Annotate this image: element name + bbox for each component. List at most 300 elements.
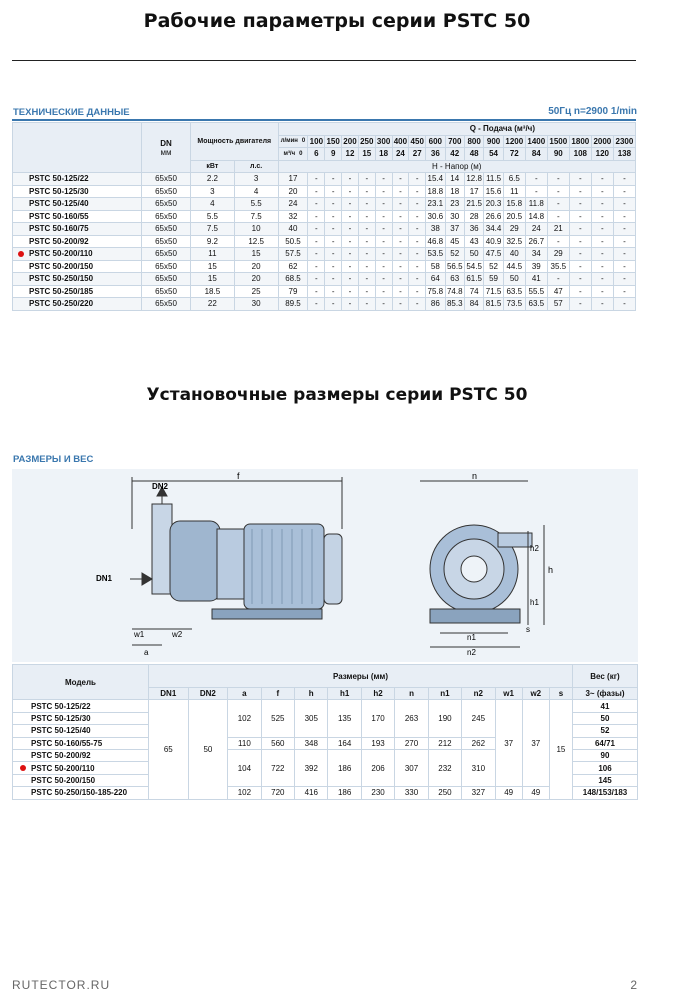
dims-w1: 37 xyxy=(495,700,522,787)
perf-q-m3h-7: 27 xyxy=(409,148,426,161)
perf-head-value: - xyxy=(613,260,635,273)
perf-head-value: - xyxy=(325,298,342,311)
perf-head-value: - xyxy=(358,173,375,186)
dims-value: 348 xyxy=(295,737,328,749)
dims-weight: 148/153/183 xyxy=(573,787,638,799)
dims-value: 186 xyxy=(328,749,361,786)
perf-kw-unit: кВт xyxy=(191,160,235,173)
perf-head-value: - xyxy=(591,185,613,198)
perf-head-value: 81.5 xyxy=(485,299,502,309)
dims-value: 525 xyxy=(261,700,294,737)
label-w1: w1 xyxy=(134,630,145,639)
perf-head-value: 28 xyxy=(464,210,483,223)
perf-head-value: 84 xyxy=(464,298,483,311)
perf-head-value: 12.8 xyxy=(466,174,482,184)
perf-head-value: - xyxy=(613,198,635,211)
perf-dn: 65x50 xyxy=(142,260,191,273)
perf-head-value: - xyxy=(591,210,613,223)
motor-base xyxy=(212,609,322,619)
perf-head-value: - xyxy=(392,210,409,223)
perf-head-value: - xyxy=(591,235,613,248)
perf-head-value: 34.4 xyxy=(485,224,502,234)
perf-head-value: - xyxy=(591,248,613,261)
perf-head-value: 36 xyxy=(464,223,483,236)
perf-head-value: 47 xyxy=(547,285,569,298)
performance-table xyxy=(12,122,636,311)
perf-head-value: - xyxy=(375,198,392,211)
perf-head-value: - xyxy=(375,298,392,311)
perf-head-value: 47.5 xyxy=(485,249,502,259)
perf-head-value: - xyxy=(409,185,426,198)
perf-head-value: 17 xyxy=(278,173,308,186)
dims-col-a: a xyxy=(228,688,261,700)
perf-head-value: 54.5 xyxy=(466,261,482,271)
perf-head-value: 11.5 xyxy=(484,173,503,186)
label-a: a xyxy=(144,648,149,657)
perf-q-m3h-9: 42 xyxy=(445,148,464,161)
perf-head-value: 50.5 xyxy=(278,235,308,248)
dims-model: PSTC 50-125/40 xyxy=(13,725,149,737)
perf-head-value: 30 xyxy=(445,210,464,223)
perf-head-value: - xyxy=(342,235,359,248)
dims-model: PSTC 50-200/92 xyxy=(13,749,149,761)
perf-head-value: - xyxy=(358,285,375,298)
dims-weight: 41 xyxy=(573,700,638,712)
dims-value: 245 xyxy=(462,700,495,737)
perf-head-value: 15.6 xyxy=(485,186,502,196)
perf-head-value: 40 xyxy=(278,223,308,236)
perf-model: PSTC 50-200/92 xyxy=(13,235,142,248)
perf-head-value: - xyxy=(409,198,426,211)
perf-head-value: 18.8 xyxy=(427,186,444,196)
footer-page-number: 2 xyxy=(630,978,638,992)
perf-q-m3h-14: 90 xyxy=(547,148,569,161)
dims-table-row xyxy=(13,700,638,712)
perf-hp: 10 xyxy=(234,223,278,236)
perf-head-value: - xyxy=(375,235,392,248)
dims-value: 206 xyxy=(361,749,394,786)
dims-value: 230 xyxy=(361,787,394,799)
dims-col-n: n xyxy=(395,688,428,700)
perf-q-lmin-11: 900 xyxy=(484,135,503,148)
dims-value: 720 xyxy=(261,787,294,799)
perf-head-value: - xyxy=(342,198,359,211)
perf-q-m3h-2: 9 xyxy=(325,148,342,161)
perf-head-value: - xyxy=(342,185,359,198)
label-h2: h2 xyxy=(530,544,539,553)
perf-head-value: - xyxy=(308,260,325,273)
perf-head-value: 6.5 xyxy=(503,173,525,186)
perf-head-value: - xyxy=(358,185,375,198)
label-h: h xyxy=(548,565,554,575)
perf-hp: 4 xyxy=(234,185,278,198)
perf-head-value: - xyxy=(392,235,409,248)
perf-kw: 15 xyxy=(191,273,235,286)
front-base xyxy=(430,609,520,623)
perf-q-lmin-4: 250 xyxy=(360,136,374,146)
perf-head-value: - xyxy=(547,273,569,286)
perf-head-value: 17 xyxy=(464,185,483,198)
perf-head-value: - xyxy=(569,260,591,273)
perf-q-lmin-5: 300 xyxy=(376,136,391,146)
perf-head-value: 38 xyxy=(426,223,445,236)
perf-head-value: 50 xyxy=(503,273,525,286)
perf-q-m3h-4: 15 xyxy=(358,148,375,161)
perf-head-value: - xyxy=(342,298,359,311)
perf-head-value: - xyxy=(358,235,375,248)
perf-head-value: - xyxy=(613,210,635,223)
perf-head-value: - xyxy=(325,198,342,211)
perf-head-value: 26.6 xyxy=(485,211,502,221)
perf-head-value: 20.5 xyxy=(503,210,525,223)
dims-model: PSTC 50-125/22 xyxy=(13,700,149,712)
dims-col-dn2: DN2 xyxy=(188,688,228,700)
perf-head-value: - xyxy=(308,210,325,223)
dims-weight: 90 xyxy=(573,749,638,761)
dims-value: 232 xyxy=(428,749,461,786)
perf-head-value: - xyxy=(613,285,635,298)
perf-q-m3h-5: 18 xyxy=(375,148,392,161)
perf-head-value: 59 xyxy=(484,273,503,286)
perf-head-value: - xyxy=(325,285,342,298)
perf-head-value: - xyxy=(409,173,426,186)
perf-kw: 11 xyxy=(191,248,235,261)
perf-head-value: - xyxy=(308,173,325,186)
perf-q-m3h-10: 48 xyxy=(464,148,483,161)
perf-q-m3h-12: 72 xyxy=(503,148,525,161)
pump-drawing xyxy=(12,469,638,662)
perf-head-value: - xyxy=(613,185,635,198)
perf-q-lmin-14: 1500 xyxy=(547,135,569,148)
perf-q-lmin-3: 200 xyxy=(343,136,357,146)
title-rule xyxy=(12,60,636,61)
dims-value: 392 xyxy=(295,749,328,786)
perf-head-value: 61.5 xyxy=(466,274,482,284)
perf-table-row xyxy=(13,185,636,198)
dims-value: 262 xyxy=(462,737,495,749)
perf-head-value: 15.8 xyxy=(503,198,525,211)
perf-model: PSTC 50-160/75 xyxy=(13,223,142,236)
perf-head-value: - xyxy=(342,285,359,298)
perf-head-value: - xyxy=(409,210,426,223)
perf-head-value: - xyxy=(591,260,613,273)
perf-head-value: - xyxy=(569,223,591,236)
perf-q-lmin-2: 150 xyxy=(326,136,340,146)
perf-head-value: 89.5 xyxy=(278,298,308,311)
perf-head-value: 75.8 xyxy=(427,286,444,296)
perf-dn: 65x50 xyxy=(142,235,191,248)
perf-head-value: - xyxy=(613,223,635,236)
perf-head-value: - xyxy=(375,223,392,236)
label-w2: w2 xyxy=(172,630,183,639)
perf-head-value: - xyxy=(392,285,409,298)
dims-col-h2: h2 xyxy=(361,688,394,700)
perf-head-value: 64 xyxy=(426,273,445,286)
perf-model: PSTC 50-125/30 xyxy=(13,185,142,198)
perf-head-value: 11.8 xyxy=(525,198,547,211)
page-title: Рабочие параметры серии PSTC 50 xyxy=(143,10,531,32)
dims-weight: 145 xyxy=(573,774,638,786)
perf-head-value: - xyxy=(409,273,426,286)
perf-head-value: - xyxy=(358,223,375,236)
perf-head-value: - xyxy=(375,248,392,261)
perf-head-value: - xyxy=(325,273,342,286)
perf-head-value: - xyxy=(342,173,359,186)
dims-section-title: РАЗМЕРЫ И ВЕС xyxy=(13,454,94,465)
perf-head-value: - xyxy=(375,260,392,273)
dims-model: PSTC 50-125/30 xyxy=(13,712,149,724)
dims-value: 170 xyxy=(361,700,394,737)
perf-head-value: - xyxy=(308,298,325,311)
perf-hp: 5.5 xyxy=(234,198,278,211)
perf-head-value: - xyxy=(591,298,613,311)
perf-q-lmin-9: 700 xyxy=(445,135,464,148)
perf-head-value: - xyxy=(409,223,426,236)
perf-dn-head: DN мм xyxy=(142,123,191,173)
perf-model-head xyxy=(13,123,142,173)
dims-w2: 37 xyxy=(522,700,549,787)
perf-q-m3h-15: 108 xyxy=(569,148,591,161)
perf-head-value: - xyxy=(613,298,635,311)
dims-value: 305 xyxy=(295,700,328,737)
perf-kw: 9.2 xyxy=(191,235,235,248)
dims-value: 270 xyxy=(395,737,428,749)
perf-table-row xyxy=(13,260,636,273)
dims-col-h1: h1 xyxy=(328,688,361,700)
perf-model: PSTC 50-125/40 xyxy=(13,198,142,211)
perf-table-row xyxy=(13,223,636,236)
perf-model: PSTC 50-250/220 xyxy=(13,298,142,311)
perf-kw: 7.5 xyxy=(191,223,235,236)
perf-head-value: - xyxy=(569,285,591,298)
perf-head-value: - xyxy=(392,198,409,211)
dims-value: 263 xyxy=(395,700,428,737)
perf-head-value: 86 xyxy=(426,298,445,311)
perf-hp: 25 xyxy=(234,285,278,298)
perf-head-value: 63.5 xyxy=(503,285,525,298)
perf-q-m3h-17: 138 xyxy=(613,148,635,161)
perf-head-value: - xyxy=(375,273,392,286)
perf-q-head: Q - Подача (м³/ч) xyxy=(278,123,636,136)
perf-head-value: - xyxy=(392,223,409,236)
perf-head-value: - xyxy=(569,198,591,211)
perf-q-m3h-13: 84 xyxy=(525,148,547,161)
perf-head-value: 29 xyxy=(547,248,569,261)
perf-head-value: 37 xyxy=(445,223,464,236)
perf-head-value: - xyxy=(409,285,426,298)
selected-marker-dot xyxy=(20,765,26,771)
perf-head-value: - xyxy=(342,210,359,223)
perf-hp: 20 xyxy=(234,260,278,273)
perf-head-value: - xyxy=(358,210,375,223)
perf-head-value: 26.7 xyxy=(525,235,547,248)
dims-dn2: 50 xyxy=(188,700,228,799)
dims-value: 330 xyxy=(395,787,428,799)
perf-head-value: 57 xyxy=(547,298,569,311)
perf-head-value: - xyxy=(591,223,613,236)
perf-head-value: 74 xyxy=(464,285,483,298)
perf-head-value: 44.5 xyxy=(503,260,525,273)
perf-head-value: 20.3 xyxy=(485,199,502,209)
perf-head-value: - xyxy=(569,273,591,286)
perf-q-m3h-3: 12 xyxy=(342,148,359,161)
perf-q-lmin-6: 400 xyxy=(393,136,408,146)
perf-head-value: - xyxy=(569,248,591,261)
perf-head-value: - xyxy=(308,235,325,248)
perf-head-value: - xyxy=(392,173,409,186)
dims-weight: 52 xyxy=(573,725,638,737)
perf-head-value: 20 xyxy=(278,185,308,198)
perf-head-value: - xyxy=(569,210,591,223)
perf-q-m3h-11: 54 xyxy=(484,148,503,161)
perf-q-m3h-16: 120 xyxy=(591,148,613,161)
perf-q-lmin-12: 1200 xyxy=(503,135,525,148)
perf-head-value: - xyxy=(547,198,569,211)
label-n: n xyxy=(472,471,478,481)
perf-head-value: 29 xyxy=(503,223,525,236)
perf-head-value: 85.3 xyxy=(446,299,463,309)
perf-hp: 12.5 xyxy=(234,235,278,248)
dims-col-h: h xyxy=(295,688,328,700)
dims-weight: 106 xyxy=(573,762,638,774)
perf-q-lmin-1: 100 xyxy=(309,136,324,146)
dims-w1-last: 49 xyxy=(495,787,522,799)
dims-model: PSTC 50-160/55-75 xyxy=(13,737,149,749)
dims-phases-head: 3~ (фазы) xyxy=(573,688,638,700)
dims-model: PSTC 50-250/150-185-220 xyxy=(13,787,149,799)
perf-head-value: 40.9 xyxy=(485,236,502,246)
perf-table-row xyxy=(13,198,636,211)
perf-head-value: - xyxy=(358,198,375,211)
perf-head-value: - xyxy=(342,223,359,236)
dims-value: 307 xyxy=(395,749,428,786)
label-n2: n2 xyxy=(467,648,476,657)
perf-head-value: - xyxy=(569,235,591,248)
perf-head-value: - xyxy=(613,273,635,286)
perf-q-m3h-1: 6 xyxy=(308,148,325,161)
perf-dn: 65x50 xyxy=(142,198,191,211)
perf-head-value: - xyxy=(392,260,409,273)
perf-head-value: - xyxy=(613,173,635,186)
perf-head-value: 40 xyxy=(503,248,525,261)
dims-value: 416 xyxy=(295,787,328,799)
dims-col-f: f xyxy=(261,688,294,700)
perf-head-value: 32 xyxy=(278,210,308,223)
perf-kw: 2.2 xyxy=(191,173,235,186)
perf-head-value: - xyxy=(375,285,392,298)
selected-marker-dot xyxy=(18,251,24,257)
perf-head-value: - xyxy=(358,260,375,273)
perf-kw: 5.5 xyxy=(191,210,235,223)
dims-value: 110 xyxy=(228,737,261,749)
perf-dn: 65x50 xyxy=(142,248,191,261)
dims-value: 560 xyxy=(261,737,294,749)
perf-head-value: - xyxy=(591,285,613,298)
perf-head-value: 53.5 xyxy=(427,249,444,259)
perf-head-value: - xyxy=(308,273,325,286)
dims-value: 102 xyxy=(228,787,261,799)
perf-head-value: - xyxy=(325,210,342,223)
perf-table-row xyxy=(13,248,636,261)
perf-head-value: 56.5 xyxy=(446,261,463,271)
dims-s: 15 xyxy=(549,700,572,799)
perf-head-value: 35.5 xyxy=(547,260,569,273)
perf-head-value: 15.4 xyxy=(427,174,444,184)
perf-head-value: - xyxy=(392,273,409,286)
perf-head-value: 58 xyxy=(426,260,445,273)
perf-model: PSTC 50-125/22 xyxy=(13,173,142,186)
perf-head-value: - xyxy=(308,285,325,298)
pump-volute xyxy=(170,521,220,601)
dims-value: 193 xyxy=(361,737,394,749)
perf-table-row xyxy=(13,298,636,311)
dims-weight: 64/71 xyxy=(573,737,638,749)
dims-weight: 50 xyxy=(573,712,638,724)
perf-head-value: - xyxy=(375,210,392,223)
perf-section-title: ТЕХНИЧЕСКИЕ ДАННЫЕ xyxy=(13,107,130,118)
dims-model: PSTC 50-200/150 xyxy=(13,774,149,786)
perf-table-row xyxy=(13,285,636,298)
pump-bracket xyxy=(217,529,247,599)
perf-head-value: - xyxy=(308,248,325,261)
perf-q-lmin-17: 2300 xyxy=(613,135,635,148)
perf-head-value: 79 xyxy=(278,285,308,298)
perf-table-row xyxy=(13,235,636,248)
perf-dn: 65x50 xyxy=(142,223,191,236)
perf-head-value: - xyxy=(358,273,375,286)
perf-model: PSTC 50-200/150 xyxy=(13,260,142,273)
perf-head-value: - xyxy=(342,248,359,261)
perf-head-value: - xyxy=(358,298,375,311)
perf-head-value: - xyxy=(325,260,342,273)
perf-head-value: - xyxy=(409,298,426,311)
perf-head-value: - xyxy=(591,273,613,286)
perf-head-value: - xyxy=(569,185,591,198)
dims-dn1: 65 xyxy=(149,700,189,799)
perf-head-value: 62 xyxy=(278,260,308,273)
perf-hp: 15 xyxy=(234,248,278,261)
perf-head-value: 14.8 xyxy=(525,210,547,223)
dims-col-n2: n2 xyxy=(462,688,495,700)
dims-col-w1: w1 xyxy=(495,688,522,700)
perf-head-value: 32.5 xyxy=(503,235,525,248)
perf-h-head: H - Напор (м) xyxy=(278,160,636,173)
dims-model-head: Модель xyxy=(13,665,149,700)
dims-value: 190 xyxy=(428,700,461,737)
perf-q-lmin-8: 600 xyxy=(426,135,445,148)
perf-head-value: - xyxy=(547,235,569,248)
perf-head-value: 73.5 xyxy=(503,298,525,311)
perf-head-value: - xyxy=(613,248,635,261)
install-title: Установочные размеры серии PSTC 50 xyxy=(146,385,528,405)
dims-value: 250 xyxy=(428,787,461,799)
perf-q-m3h-6: 24 xyxy=(392,148,409,161)
perf-table-row xyxy=(13,210,636,223)
perf-table-row xyxy=(13,173,636,186)
perf-head-value: 68.5 xyxy=(278,273,308,286)
perf-head-value: - xyxy=(392,185,409,198)
perf-head-value: 63.5 xyxy=(525,298,547,311)
perf-head-value: - xyxy=(569,298,591,311)
dims-value: 722 xyxy=(261,749,294,786)
perf-hp: 7.5 xyxy=(234,210,278,223)
label-f: f xyxy=(237,471,240,481)
perf-dn: 65x50 xyxy=(142,298,191,311)
perf-head-value: 45 xyxy=(445,235,464,248)
perf-head-value: - xyxy=(342,260,359,273)
perf-head-value: 39 xyxy=(525,260,547,273)
perf-model: PSTC 50-250/150 xyxy=(13,273,142,286)
